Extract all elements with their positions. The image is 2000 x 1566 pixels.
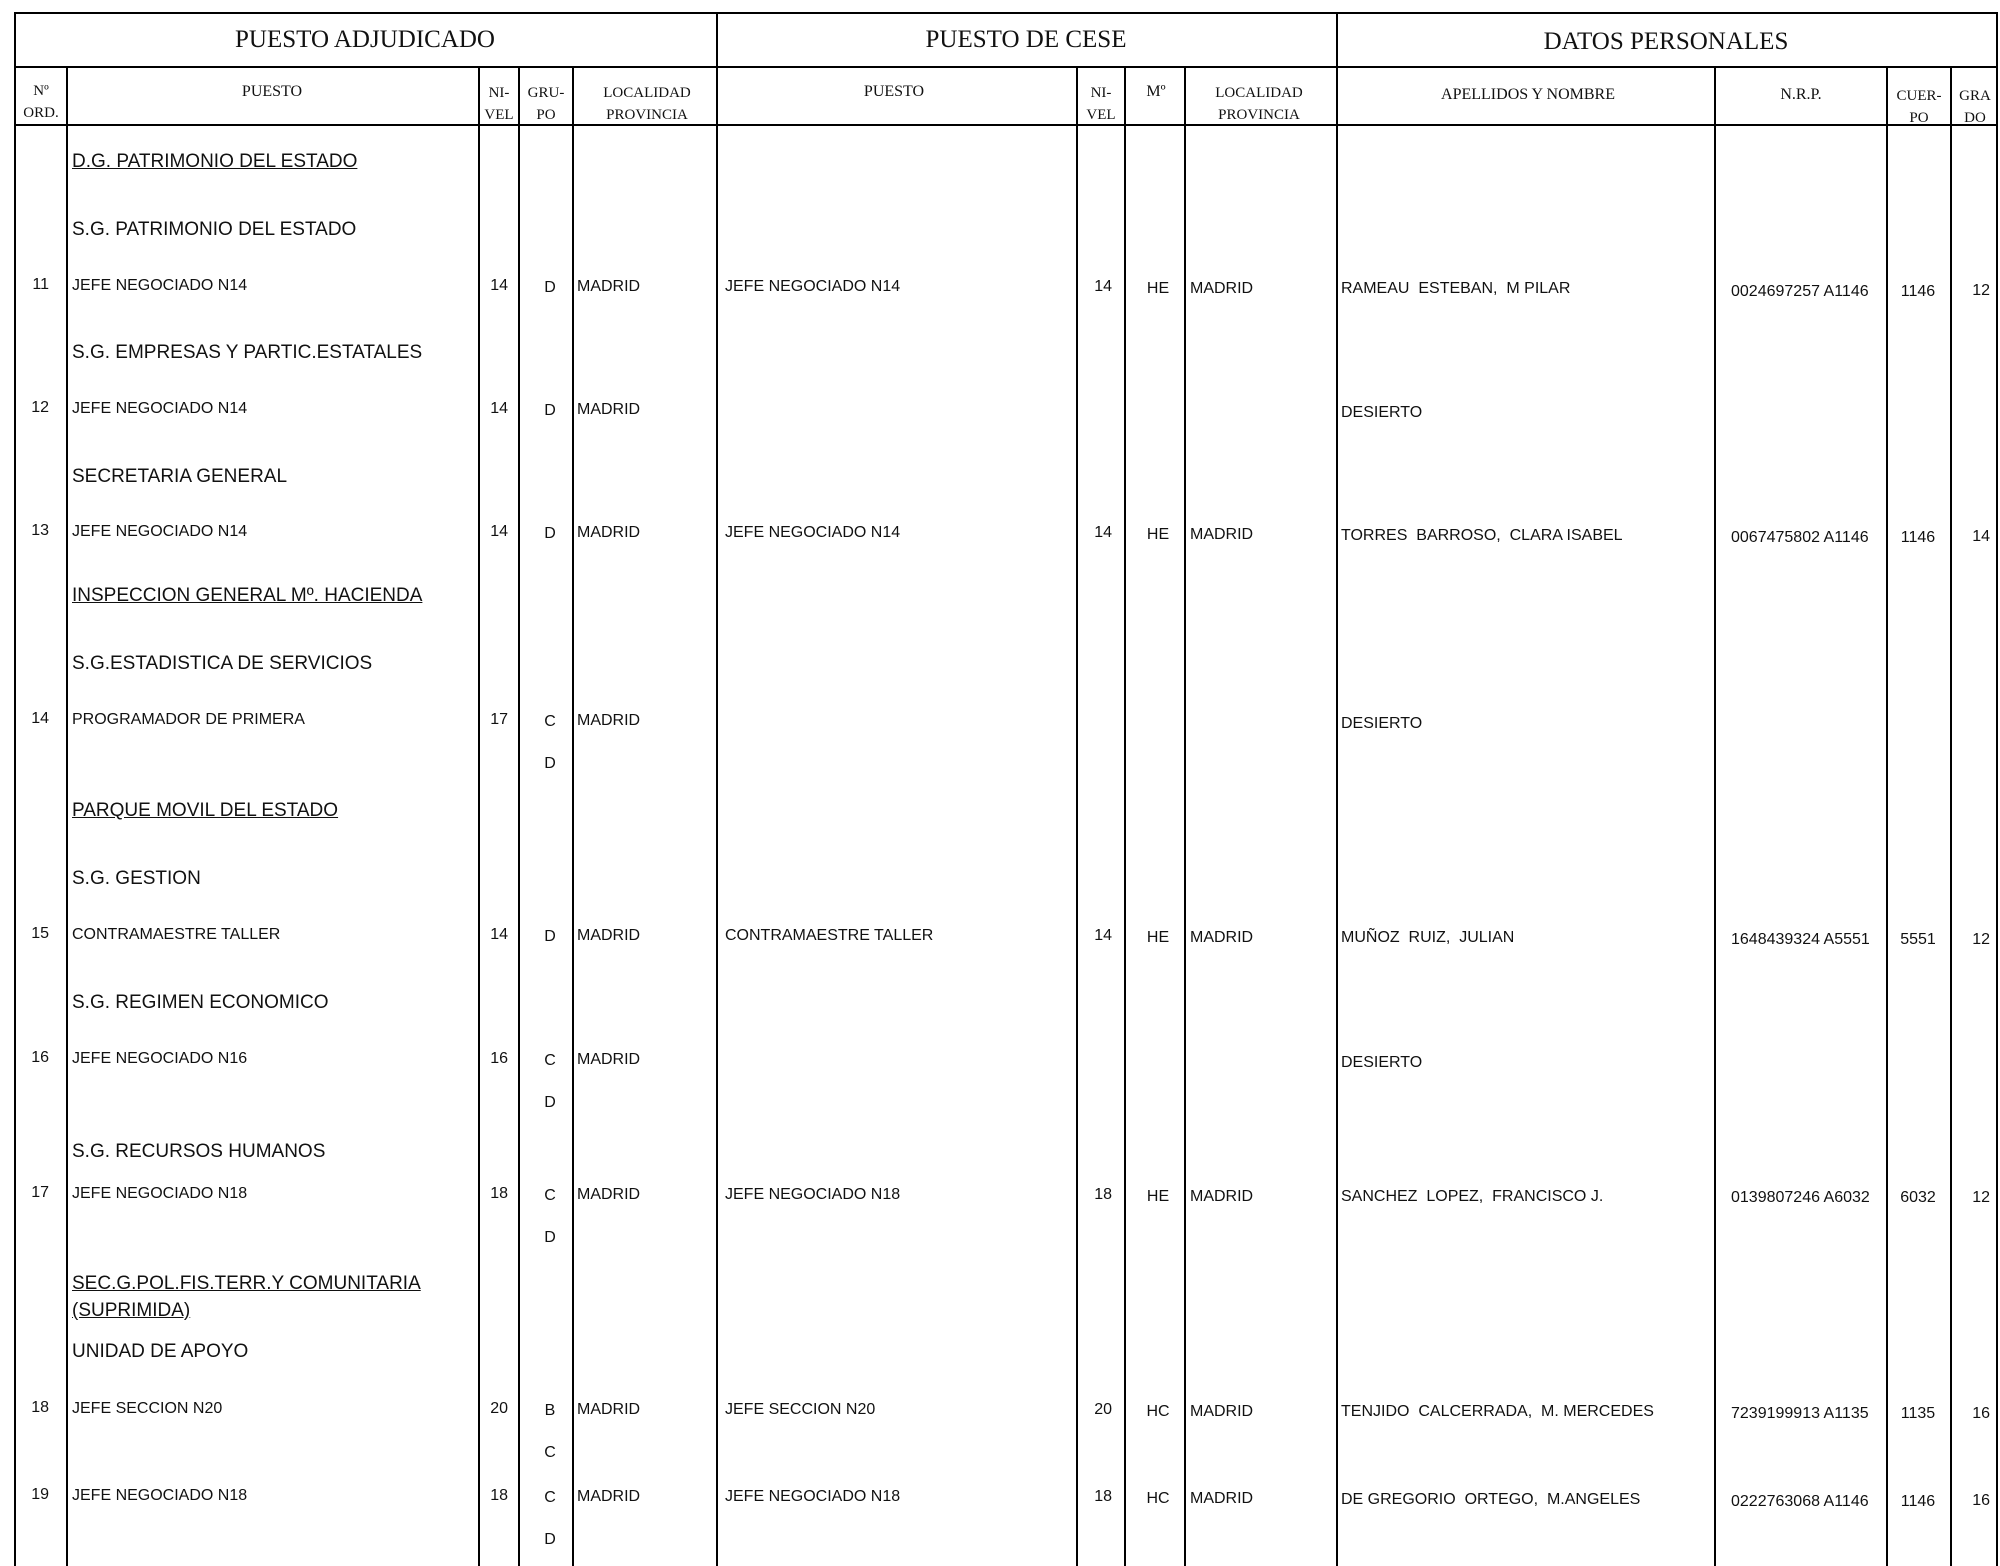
row-grupo: C [544,1052,556,1069]
row-localidad: MADRID [577,927,641,944]
row-localidad: MADRID [577,1488,641,1505]
row-nivel: 18 [490,1185,508,1202]
row-grupo-alt: D [544,1094,556,1111]
row-nrp: 1648439324 A5551 [1731,931,1870,948]
row-grupo-alt: D [544,1531,556,1548]
row-grupo: C [544,713,556,730]
row-cese-m: HC [1146,1403,1170,1420]
section-heading: (SUPRIMIDA) [72,1300,191,1321]
row-grupo: C [544,1187,556,1204]
row-nombre: MUÑOZ RUIZ, JULIAN [1341,929,1515,946]
col-header-nivel: NI- VEL [484,85,514,123]
col-divider [1886,66,1888,1566]
section-heading: UNIDAD DE APOYO [72,1341,249,1362]
row-cese-nivel: 18 [1094,1488,1112,1505]
row-cese-m: HC [1146,1490,1170,1507]
col-header-nrp: N.R.P. [1780,86,1822,103]
row-puesto: JEFE NEGOCIADO N14 [72,523,248,540]
row-cese-localidad: MADRID [1190,1188,1254,1205]
col-divider [1950,66,1952,1566]
row-cese-localidad: MADRID [1190,280,1254,297]
row-nivel: 14 [490,926,508,943]
col-divider [1124,66,1126,1566]
section-heading: S.G. REGIMEN ECONOMICO [72,992,329,1013]
section-heading: S.G. GESTION [72,868,201,889]
row-nivel: 14 [490,523,508,540]
row-grupo-alt: D [544,755,556,772]
row-cese-localidad: MADRID [1190,1403,1254,1420]
section-heading: S.G. EMPRESAS Y PARTIC.ESTATALES [72,342,423,363]
row-nombre: DESIERTO [1341,1054,1423,1071]
row-nivel: 14 [490,400,508,417]
section-heading: S.G. RECURSOS HUMANOS [72,1141,326,1162]
row-localidad: MADRID [577,1051,641,1068]
row-cese-localidad: MADRID [1190,526,1254,543]
row-nombre: DESIERTO [1341,404,1423,421]
row-puesto: JEFE SECCION N20 [72,1400,223,1417]
section-heading: SECRETARIA GENERAL [72,466,288,487]
row-nivel: 17 [490,711,508,728]
row-puesto: JEFE NEGOCIADO N14 [72,277,248,294]
row-grado: 12 [1972,282,1990,299]
row-cese-puesto: JEFE NEGOCIADO N18 [725,1488,901,1505]
row-localidad: MADRID [577,278,641,295]
row-ord: 14 [31,710,49,727]
row-grupo-alt: C [544,1444,556,1461]
col-divider [1076,66,1078,1566]
row-nombre: TENJIDO CALCERRADA, M. MERCEDES [1341,1403,1654,1420]
col-header-n-ord: Nº ORD. [23,83,59,121]
row-cuerpo: 1146 [1900,283,1936,300]
row-cese-m: HE [1146,929,1170,946]
table-right-border [1996,12,1998,1566]
section-heading: PARQUE MOVIL DEL ESTADO [72,800,339,821]
row-puesto: JEFE NEGOCIADO N16 [72,1050,248,1067]
row-grado: 12 [1972,1189,1990,1206]
row-cese-localidad: MADRID [1190,929,1254,946]
group-divider-datos [1336,12,1338,1566]
row-nrp: 0024697257 A1146 [1731,283,1869,300]
row-cese-puesto: JEFE SECCION N20 [725,1401,876,1418]
row-ord: 11 [32,276,49,293]
row-puesto: PROGRAMADOR DE PRIMERA [72,711,305,728]
col-header-cese-localidad: LOCALIDAD PROVINCIA [1215,85,1303,123]
row-cese-nivel: 14 [1094,524,1112,541]
row-localidad: MADRID [577,401,641,418]
row-cese-m: HE [1146,280,1170,297]
row-nivel: 20 [490,1400,508,1417]
table-left-border [14,12,16,1566]
section-heading: S.G. PATRIMONIO DEL ESTADO [72,219,357,240]
group-header-puesto-adjudicado: PUESTO ADJUDICADO [235,26,495,53]
row-localidad: MADRID [577,524,641,541]
table-top-border [14,12,1998,14]
row-nombre: RAMEAU ESTEBAN, M PILAR [1341,280,1571,297]
row-cese-nivel: 14 [1094,927,1112,944]
group-header-rule [14,66,1998,68]
row-grupo: D [544,525,556,542]
col-header-grado: GRA DO [1959,88,1991,126]
row-nombre: TORRES BARROSO, CLARA ISABEL [1341,527,1623,544]
row-cese-nivel: 18 [1094,1186,1112,1203]
row-ord: 15 [31,925,49,942]
row-cese-puesto: JEFE NEGOCIADO N14 [725,524,901,541]
section-heading: INSPECCION GENERAL Mº. HACIENDA [72,585,423,606]
row-ord: 17 [31,1184,49,1201]
col-divider [1714,66,1716,1566]
row-grado: 16 [1972,1492,1990,1509]
col-header-cese-nivel: NI- VEL [1086,85,1116,123]
row-nrp: 7239199913 A1135 [1731,1405,1869,1422]
row-nombre: SANCHEZ LOPEZ, FRANCISCO J. [1341,1188,1604,1205]
row-nivel: 16 [490,1050,508,1067]
row-cese-nivel: 20 [1094,1401,1112,1418]
row-localidad: MADRID [577,1401,641,1418]
group-header-datos-personales: DATOS PERSONALES [1543,28,1789,55]
row-ord: 19 [31,1486,49,1503]
row-grado: 16 [1972,1405,1990,1422]
row-ord: 18 [31,1399,49,1416]
row-grupo: D [544,402,556,419]
column-header-rule [14,124,1998,126]
row-cuerpo: 1146 [1900,1493,1936,1510]
col-header-localidad: LOCALIDAD PROVINCIA [603,85,691,123]
col-divider [478,66,480,1566]
col-divider [518,66,520,1566]
section-heading: S.G.ESTADISTICA DE SERVICIOS [72,653,373,674]
row-grupo: B [544,1402,556,1419]
row-nrp: 0222763068 A1146 [1731,1493,1869,1510]
row-cuerpo: 1146 [1900,529,1936,546]
row-cese-puesto: JEFE NEGOCIADO N14 [725,278,901,295]
row-localidad: MADRID [577,1186,641,1203]
row-localidad: MADRID [577,712,641,729]
row-nivel: 18 [490,1487,508,1504]
row-cuerpo: 6032 [1900,1189,1936,1206]
col-header-cese-puesto: PUESTO [863,83,925,100]
row-cese-m: HE [1146,1188,1170,1205]
row-ord: 13 [31,522,49,539]
group-divider-cese [716,12,718,1566]
row-grado: 12 [1972,931,1990,948]
row-ord: 12 [31,399,49,416]
section-heading: D.G. PATRIMONIO DEL ESTADO [72,151,358,172]
row-nombre: DESIERTO [1341,715,1423,732]
col-header-puesto: PUESTO [241,83,303,100]
row-puesto: JEFE NEGOCIADO N14 [72,400,248,417]
row-nivel: 14 [490,277,508,294]
row-cuerpo: 1135 [1900,1405,1936,1422]
col-divider [1184,66,1186,1566]
col-header-apellidos: APELLIDOS Y NOMBRE [1441,86,1615,103]
section-heading: SEC.G.POL.FIS.TERR.Y COMUNITARIA [72,1273,421,1294]
row-ord: 16 [31,1049,49,1066]
row-grupo: C [544,1489,556,1506]
row-grupo-alt: D [544,1229,556,1246]
col-header-cese-m: Mº [1146,83,1166,100]
row-cese-m: HE [1146,526,1170,543]
row-puesto: CONTRAMAESTRE TALLER [72,926,281,943]
col-divider [572,66,574,1566]
col-header-cuerpo: CUER- PO [1896,88,1942,126]
row-cese-puesto: CONTRAMAESTRE TALLER [725,927,934,944]
row-cese-nivel: 14 [1094,278,1112,295]
row-nrp: 0067475802 A1146 [1731,529,1869,546]
col-divider [66,66,68,1566]
row-cuerpo: 5551 [1900,931,1936,948]
row-grado: 14 [1972,528,1990,545]
row-grupo: D [544,279,556,296]
row-nombre: DE GREGORIO ORTEGO, M.ANGELES [1341,1491,1641,1508]
row-cese-puesto: JEFE NEGOCIADO N18 [725,1186,901,1203]
row-cese-localidad: MADRID [1190,1490,1254,1507]
row-puesto: JEFE NEGOCIADO N18 [72,1185,248,1202]
group-header-puesto-cese: PUESTO DE CESE [925,26,1127,53]
row-grupo: D [544,928,556,945]
row-puesto: JEFE NEGOCIADO N18 [72,1487,248,1504]
row-nrp: 0139807246 A6032 [1731,1189,1870,1206]
col-header-grupo: GRU- PO [527,85,565,123]
